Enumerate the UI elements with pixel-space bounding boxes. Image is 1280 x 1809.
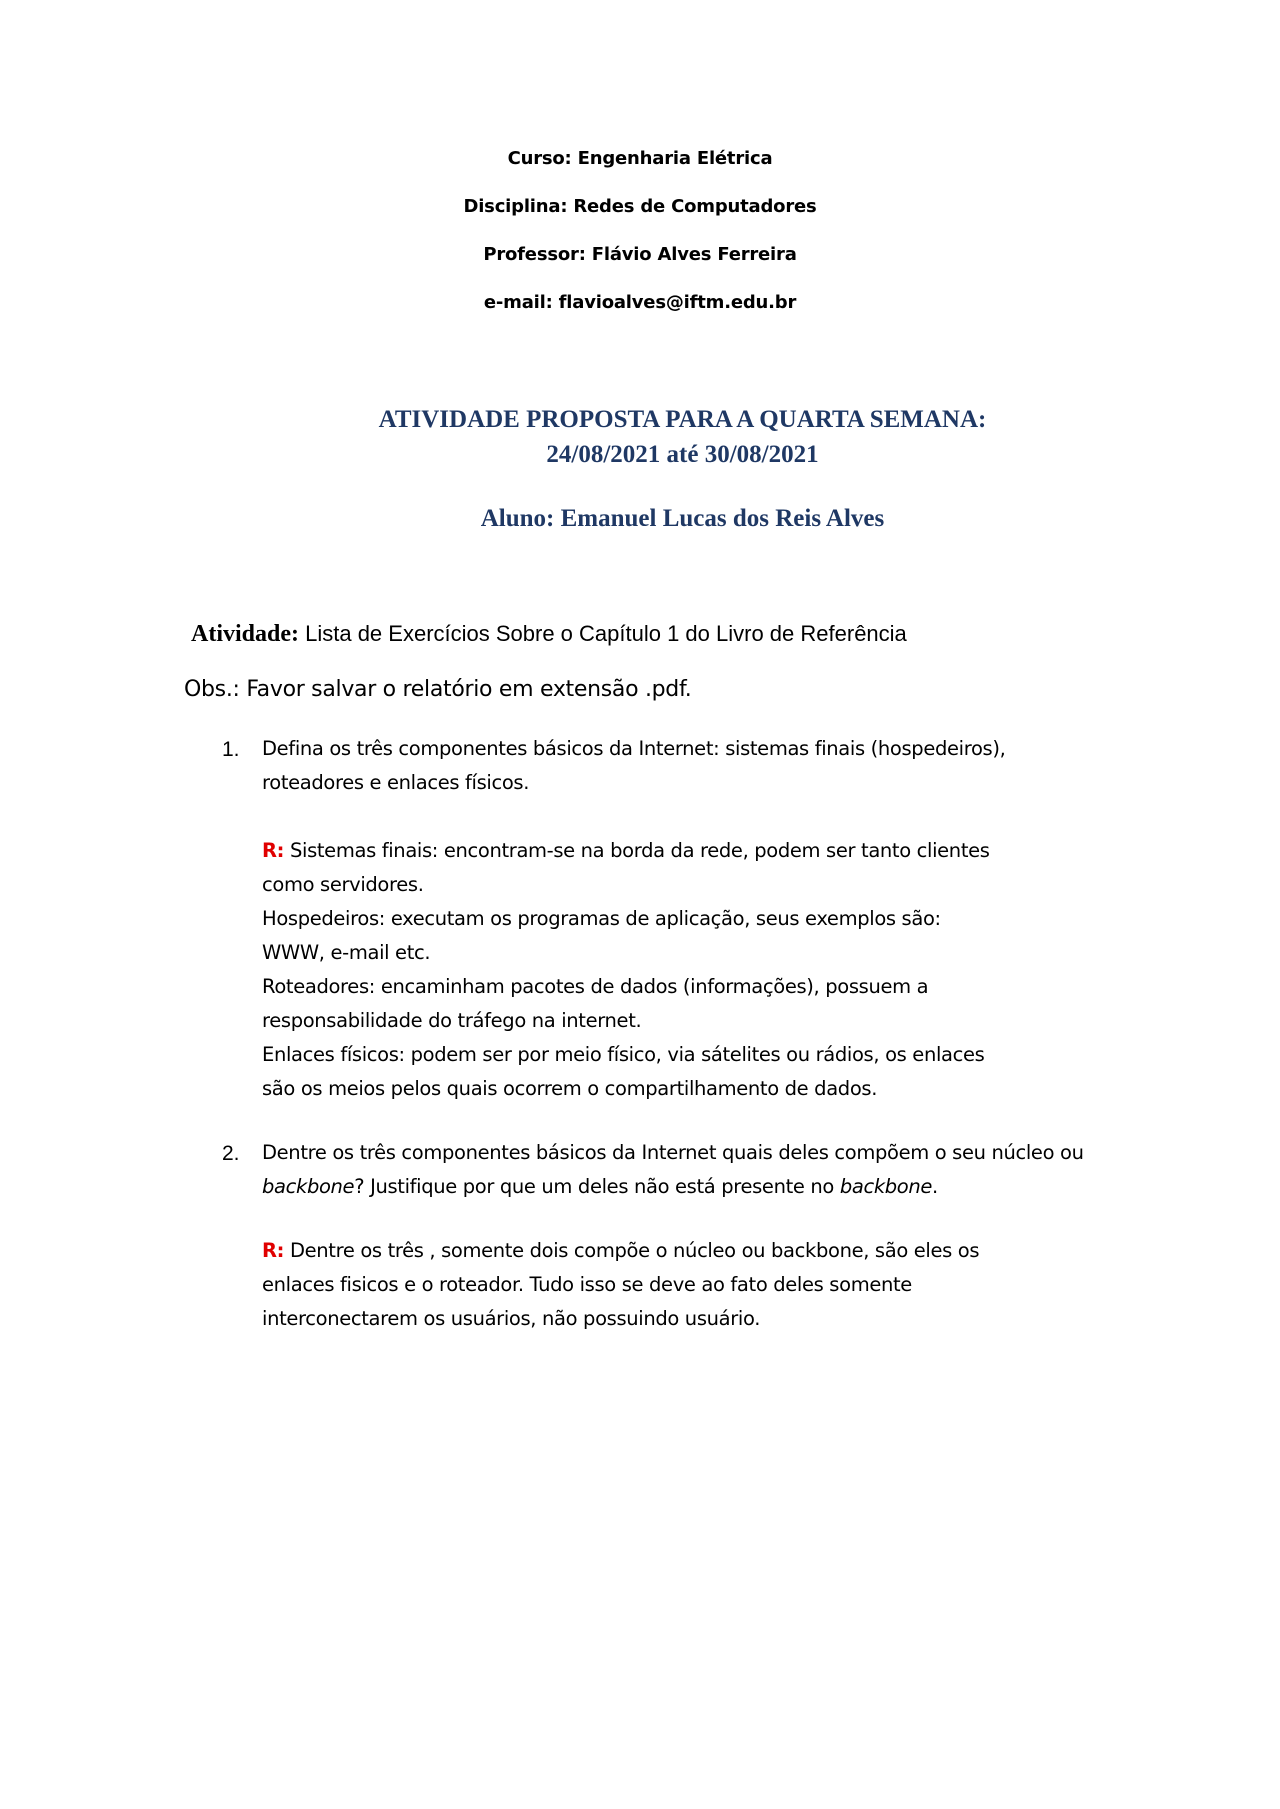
course-line: Curso: Engenharia Elétrica [507, 148, 773, 169]
answer-line-2: como servidores. [262, 873, 424, 896]
question-text [262, 1136, 1122, 1204]
course-header [0, 148, 1280, 340]
question-text-line-1: Defina os três componentes básicos da Internet: sistemas finais (hospedeiros), [262, 737, 1006, 760]
discipline-line: Disciplina: Redes de Computadores [463, 196, 817, 217]
answer-line-8: são os meios pelos quais ocorrem o compartilhamento de dados. [262, 1077, 878, 1100]
email-line: e-mail: flavioalves@iftm.edu.br [483, 292, 797, 313]
question-number: 2. [222, 1142, 240, 1165]
question-text [262, 732, 1122, 800]
title-line-1: ATIVIDADE PROPOSTA PARA A QUARTA SEMANA: [378, 406, 987, 433]
professor-line: Professor: Flávio Alves Ferreira [483, 244, 797, 265]
question-text-middle: ? Justifique por que um deles não está presente no [354, 1175, 840, 1198]
activity-description [191, 620, 907, 648]
answer-line [262, 834, 1082, 868]
question-text-line-1: Dentre os três componentes básicos da Internet quais deles compõem o seu núcleo ou [262, 1141, 1084, 1164]
question-text-italic-b: backbone [839, 1175, 933, 1198]
question-text-end: . [932, 1175, 938, 1198]
observation-note: Obs.: Favor salvar o relatório em extensão .pdf. [184, 677, 692, 702]
answer-line-3: Hospedeiros: executam os programas de aplicação, seus exemplos são: [262, 907, 941, 930]
answer-line-1: Dentre os três , somente dois compõe o núcleo ou backbone, são eles os [284, 1239, 980, 1262]
activity-label: Atividade: [191, 621, 299, 647]
answer-line-1: Sistemas finais: encontram-se na borda da rede, podem ser tanto clientes [284, 839, 990, 862]
question-number: 1. [222, 738, 240, 761]
title-line-2: 24/08/2021 até 30/08/2021 [546, 441, 819, 468]
answer-label: R: [262, 839, 285, 862]
answer-line-6: responsabilidade do tráfego na internet. [262, 1009, 642, 1032]
answer-label: R: [262, 1239, 285, 1262]
student-name: Aluno: Emanuel Lucas dos Reis Alves [480, 505, 885, 532]
question-text-line-2: roteadores e enlaces físicos. [262, 771, 530, 794]
answer-line-3: interconectarem os usuários, não possuindo usuário. [262, 1307, 761, 1330]
activity-title [0, 402, 1280, 472]
answer-line [262, 1234, 1082, 1268]
answer-line-4: WWW, e-mail etc. [262, 941, 431, 964]
answer-line-5: Roteadores: encaminham pacotes de dados (informações), possuem a [262, 975, 929, 998]
answer-2 [262, 1234, 1082, 1336]
question-text-italic-a: backbone [262, 1175, 355, 1198]
answer-line-2: enlaces fisicos e o roteador. Tudo isso se deve ao fato deles somente [262, 1273, 912, 1296]
answer-1 [262, 834, 1082, 1106]
answer-line-7: Enlaces físicos: podem ser por meio físico, via sátelites ou rádios, os enlaces [262, 1043, 985, 1066]
activity-text: Lista de Exercícios Sobre o Capítulo 1 do Livro de Referência [299, 621, 907, 646]
